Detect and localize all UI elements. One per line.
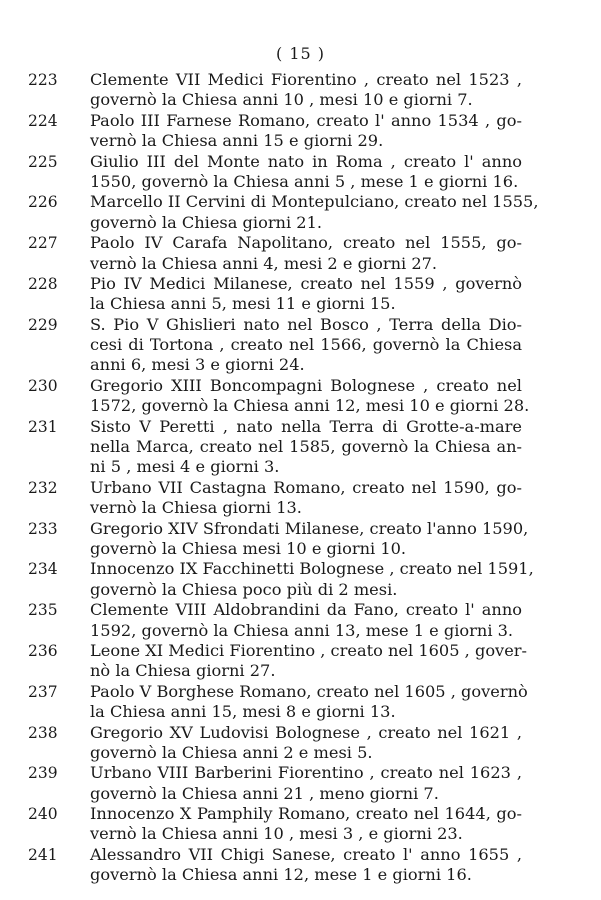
pope-entry bbox=[28, 477, 522, 519]
entry-text-continuation-line: vernò la Chiesa anni 15 e giorni 29. bbox=[90, 131, 384, 151]
pope-entry bbox=[28, 151, 522, 193]
entry-text-first-line: Clemente VII Medici Fiorentino , creato nel 1523 , bbox=[90, 70, 522, 89]
entry-text-first-line: Sisto V Peretti , nato nella Terra di Grotte-a-mare bbox=[90, 416, 522, 436]
entry-text-first-line: Gregorio XIV Sfrondati Milanese, creato l'anno 1590, bbox=[90, 518, 529, 538]
entry-text-continuation-line: 1572, governò la Chiesa anni 12, mesi 10 e giorni 28. bbox=[90, 396, 530, 416]
entry-number: 240 bbox=[28, 805, 58, 824]
entry-number: 228 bbox=[28, 274, 58, 293]
pope-entry bbox=[28, 681, 528, 723]
entry-text-first-line: Paolo IV Carafa Napolitano, creato nel 1555, go- bbox=[90, 233, 522, 253]
entry-number: 231 bbox=[28, 417, 58, 436]
entry-text-continuation-line: la Chiesa anni 15, mesi 8 e giorni 13. bbox=[90, 702, 396, 722]
entry-text-continuation-line: governò la Chiesa anni 21 , meno giorni 7. bbox=[90, 783, 439, 803]
entry-text-continuation-line: governò la Chiesa poco più di 2 mesi. bbox=[90, 579, 398, 599]
pope-entry bbox=[28, 804, 522, 845]
pope-entry bbox=[28, 70, 522, 111]
pope-entry bbox=[28, 722, 522, 764]
entry-text-continuation-line: ni 5 , mesi 4 e giorni 3. bbox=[90, 457, 280, 477]
entry-number: 224 bbox=[28, 111, 58, 130]
entry-text-continuation-line: vernò la Chiesa anni 10 , mesi 3 , e giorni 23. bbox=[90, 824, 463, 844]
entry-text-continuation-line: governò la Chiesa anni 10 , mesi 10 e giorni 7. bbox=[90, 90, 473, 110]
pope-entry bbox=[28, 233, 522, 274]
entry-number: 226 bbox=[28, 193, 58, 212]
entry-text-first-line: S. Pio V Ghislieri nato nel Bosco , Terra della Dio- bbox=[90, 314, 522, 334]
entry-text-continuation-line: nella Marca, creato nel 1585, governò la Chiesa an- bbox=[90, 437, 522, 457]
entry-text-first-line: Clemente VIII Aldobrandini da Fano, creato l' anno bbox=[90, 600, 522, 620]
entry-text-first-line: Innocenzo X Pamphily Romano, creato nel 1644, go- bbox=[90, 804, 522, 824]
pope-entry bbox=[28, 192, 539, 233]
entry-text-first-line: Paolo V Borghese Romano, creato nel 1605 , governò bbox=[90, 681, 528, 701]
entry-number: 238 bbox=[28, 723, 58, 742]
entry-number: 237 bbox=[28, 682, 58, 701]
pope-entry bbox=[28, 600, 522, 641]
entry-number: 223 bbox=[28, 71, 58, 89]
entry-text-continuation-line: anni 6, mesi 3 e giorni 24. bbox=[90, 355, 305, 375]
entry-text-first-line: Innocenzo IX Facchinetti Bolognese , creato nel 1591, bbox=[90, 559, 534, 579]
pope-entry bbox=[28, 416, 522, 478]
entry-text-first-line: Pio IV Medici Milanese, creato nel 1559 , governò bbox=[90, 273, 522, 293]
pope-entry bbox=[28, 763, 522, 804]
pope-entry bbox=[28, 314, 522, 376]
entry-text-continuation-line: nò la Chiesa giorni 27. bbox=[90, 661, 276, 681]
entry-number: 236 bbox=[28, 641, 58, 660]
entry-text-first-line: Marcello II Cervini di Montepulciano, creato nel 1555, bbox=[90, 192, 539, 212]
entry-text-first-line: Gregorio XV Ludovisi Bolognese , creato nel 1621 , bbox=[90, 722, 522, 742]
entry-text-continuation-line: governò la Chiesa anni 12, mese 1 e giorni 16. bbox=[90, 865, 472, 885]
entry-number: 233 bbox=[28, 519, 58, 538]
pope-entry bbox=[28, 844, 522, 886]
entry-number: 239 bbox=[28, 764, 58, 783]
entry-number: 227 bbox=[28, 234, 58, 253]
page-number: ( 15 ) bbox=[275, 44, 325, 63]
pope-entry bbox=[28, 518, 529, 560]
entry-text-continuation-line: la Chiesa anni 5, mesi 11 e giorni 15. bbox=[90, 294, 396, 314]
entry-text-first-line: Gregorio XIII Boncompagni Bolognese , creato nel bbox=[90, 375, 522, 395]
entry-text-continuation-line: governò la Chiesa mesi 10 e giorni 10. bbox=[90, 538, 407, 558]
entry-text-continuation-line: vernò la Chiesa anni 4, mesi 2 e giorni 27. bbox=[90, 253, 438, 273]
entry-number: 235 bbox=[28, 601, 58, 620]
pope-entry bbox=[28, 559, 534, 600]
pope-entry bbox=[28, 640, 527, 682]
pope-list bbox=[28, 70, 539, 886]
entry-text-continuation-line: governò la Chiesa giorni 21. bbox=[90, 212, 323, 232]
entry-number: 225 bbox=[28, 152, 58, 171]
entry-number: 230 bbox=[28, 376, 58, 395]
entry-text-first-line: Paolo III Farnese Romano, creato l' anno 1534 , go- bbox=[90, 110, 522, 130]
entry-number: 229 bbox=[28, 315, 58, 334]
entry-text-first-line: Leone XI Medici Fiorentino , creato nel 1605 , gover- bbox=[90, 640, 527, 660]
entry-text-continuation-line: 1550, governò la Chiesa anni 5 , mese 1 e giorni 16. bbox=[90, 171, 519, 191]
entry-text-first-line: Urbano VII Castagna Romano, creato nel 1590, go- bbox=[90, 477, 522, 497]
entry-text-continuation-line: 1592, governò la Chiesa anni 13, mese 1 e giorni 3. bbox=[90, 620, 514, 640]
pope-entry bbox=[28, 110, 522, 152]
entry-text-first-line: Alessandro VII Chigi Sanese, creato l' anno 1655 , bbox=[90, 844, 522, 864]
entry-number: 234 bbox=[28, 560, 58, 579]
entry-text-first-line: Urbano VIII Barberini Fiorentino , creato nel 1623 , bbox=[90, 763, 522, 783]
entry-number: 232 bbox=[28, 478, 58, 497]
entry-text-first-line: Giulio III del Monte nato in Roma , creato l' anno bbox=[90, 151, 522, 171]
entry-text-continuation-line: cesi di Tortona , creato nel 1566, governò la Chiesa bbox=[90, 335, 522, 355]
entry-number: 241 bbox=[28, 845, 58, 864]
entry-text-continuation-line: governò la Chiesa anni 2 e mesi 5. bbox=[90, 742, 373, 762]
pope-entry bbox=[28, 273, 522, 315]
pope-entry bbox=[28, 375, 530, 417]
entry-text-continuation-line: vernò la Chiesa giorni 13. bbox=[90, 498, 302, 518]
